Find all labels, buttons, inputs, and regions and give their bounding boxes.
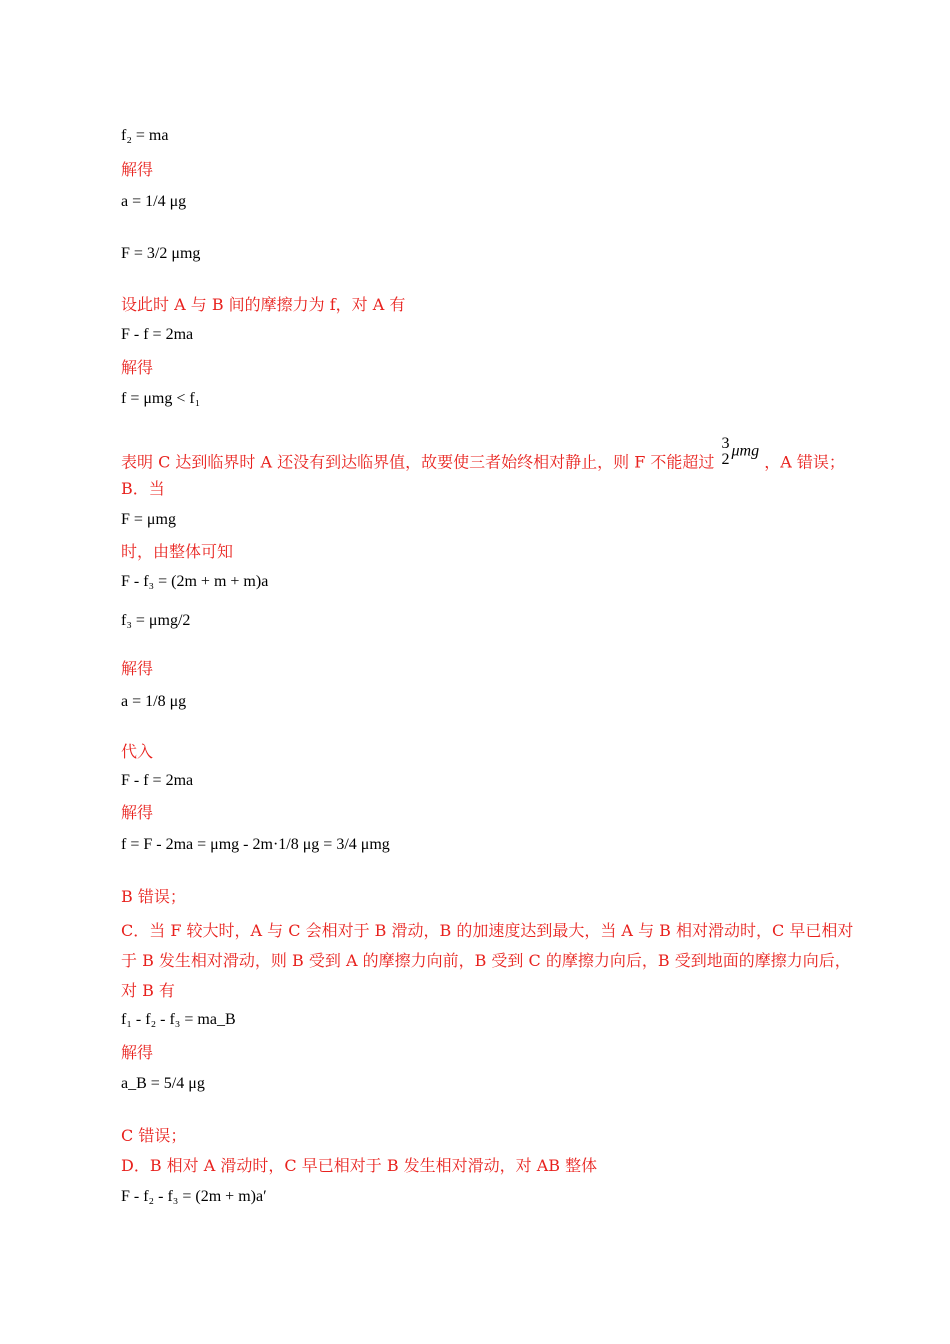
text-conclusion-A xyxy=(121,435,845,480)
inline-fraction-three-halves: 3 2 μmg xyxy=(721,435,760,468)
equation-text: F = μmg xyxy=(121,511,176,528)
equation-text: F - f = 2ma xyxy=(121,772,194,789)
text-jiede-1: 解得 xyxy=(121,160,154,179)
equation-aB xyxy=(121,1073,205,1095)
equation-text: a = 1/8 μg xyxy=(121,693,187,710)
equation-AB-whole xyxy=(121,1186,267,1208)
equation-text: F - f = 2ma xyxy=(121,326,194,343)
equation-a-eighth xyxy=(121,691,186,713)
conclusion-A-part1: 表明 C 达到临界时 A 还没有到达临界值，故要使三者始终相对静止，则 F 不能超过 xyxy=(121,452,715,472)
equation-text: f₃ = μmg/2 xyxy=(121,612,191,629)
equation-text: f = μmg < f₁ xyxy=(121,390,201,407)
equation-f-less-f1 xyxy=(121,388,200,410)
conclusion-A-part2: ，A 错误； xyxy=(764,452,845,472)
equation-f2 xyxy=(121,125,168,147)
equation-text: f = F - 2ma = μmg - 2m·1/8 μg = 3/4 μmg xyxy=(121,836,390,853)
text-whole-system: 时，由整体可知 xyxy=(121,542,234,561)
text-B-wrong: B 错误； xyxy=(121,887,186,906)
equation-F-mumg xyxy=(121,509,176,531)
equation-text: F = 3/2 μmg xyxy=(121,245,201,262)
text-jiede-3: 解得 xyxy=(121,659,154,678)
equation-B-acceleration xyxy=(121,1009,236,1031)
equation-text: a = 1/4 μg xyxy=(121,193,187,210)
equation-text: F - f₂ - f₃ = (2m + m)a′ xyxy=(121,1188,267,1205)
text-jiede-4: 解得 xyxy=(121,803,154,822)
text-option-C: C．当 F 较大时，A 与 C 会相对于 B 滑动，B 的加速度达到最大，当 A 与 B 相对滑动时，C 早已相对于 B 发生相对滑动，则 B 受到 A 的摩擦力向前，B 受到 C 的摩擦力向后，B 受到地面的摩擦力向后，对 B 有 xyxy=(121,921,854,1000)
equation-a-quarter xyxy=(121,191,186,213)
text-jiede-2: 解得 xyxy=(121,358,154,377)
text-option-B: B．当 xyxy=(121,479,165,498)
equation-F-minus-f-2 xyxy=(121,770,193,792)
text-jiede-5: 解得 xyxy=(121,1043,154,1062)
equation-text: F - f₃ = (2m + m + m)a xyxy=(121,573,269,590)
equation-F-minus-f xyxy=(121,324,193,346)
text-friction-A-B: 设此时 A 与 B 间的摩擦力为 f，对 A 有 xyxy=(121,295,406,314)
equation-f-result xyxy=(121,834,390,856)
text-substitute: 代入 xyxy=(121,742,154,761)
equation-text: f₂ = ma xyxy=(121,127,169,144)
equation-F-three-halves xyxy=(121,243,200,265)
equation-text: f₁ - f₂ - f₃ = ma_B xyxy=(121,1011,236,1028)
text-option-D: D．B 相对 A 滑动时，C 早已相对于 B 发生相对滑动，对 AB 整体 xyxy=(121,1156,598,1175)
equation-f3 xyxy=(121,610,190,632)
equation-text: a_B = 5/4 μg xyxy=(121,1075,205,1092)
text-C-wrong: C 错误； xyxy=(121,1126,187,1145)
equation-whole-system xyxy=(121,571,268,593)
